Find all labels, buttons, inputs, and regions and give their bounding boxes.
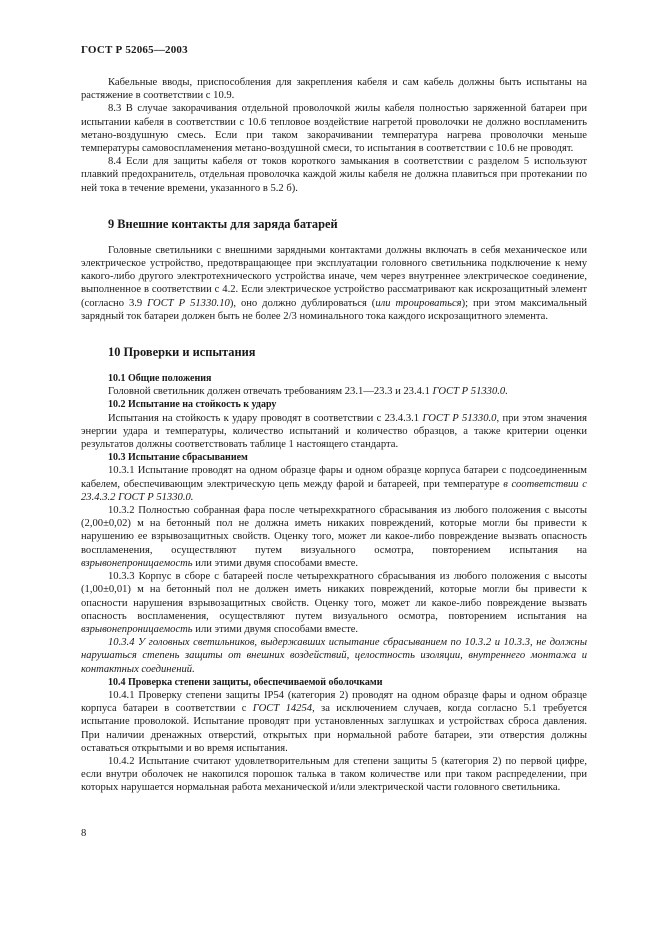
paragraph-8-4: 8.4 Если для защиты кабеля от токов короткого замыкания в соответствии с разделом 5 используют плавкий предохранитель, отдельная проволочка каждой жилы кабеля не должна плавиться при протекании по ней тока в течение времени, указанного в 5.2 б). xyxy=(81,156,587,194)
subsection-10-4-heading: 10.4 Проверка степени защиты, обеспечиваемой оболочками xyxy=(108,676,383,688)
paragraph-10-3-2: 10.3.2 Полностью собранная фара после четырехкратного сбрасывания из любого положения с высоты (2,00±0,02) м на бетонный пол не должна иметь никаких повреждений, которые могли бы привести к нарушению ее взрывозащитных свойств. Оценку того, может ли какое-либо повреждение вызвать опасность воспламенения, осуществляют путем визуального осмотра, повторением испытания на взрывонепроницаемость или этими двумя способами вместе. xyxy=(81,505,587,569)
section-9-heading: 9 Внешние контакты для заряда батарей xyxy=(108,216,338,231)
paragraph-cable-entries: Кабельные вводы, приспособления для закрепления кабеля и сам кабель должны быть испытаны на растяжение в соответствии с 10.9. xyxy=(81,77,587,102)
paragraph-section-9: Головные светильники с внешними зарядными контактами должны включать в себя механическое или электрическое устройство, предотвращающее при эксплуатации головного светильника подключение к нему какого-либо другого электротехнического устройства иначе, чем через внутреннее электрическое соединение, выполненное в соответствии с 4.2. Если электрическое устройство рассматривают как искрозащитный элемент (согласно 3.9 ГОСТ Р 51330.10), оно должно дублироваться (или троироваться); при этом максимальный зарядный ток батареи должен быть не более 2/3 номинального тока каждого искрозащитного элемента. xyxy=(81,244,588,322)
subsection-10-1-heading: 10.1 Общие положения xyxy=(108,373,212,385)
subsection-10-3-heading: 10.3 Испытание сбрасыванием xyxy=(108,452,248,464)
paragraph-10-3-3: 10.3.3 Корпус в сборе с батареей после четырехкратного сбрасывания из любого положения с высоты (1,00±0,01) м на бетонный пол не должен иметь никаких повреждений, которые могли бы привести к опасности нарушения взрывозащитных свойств. Оценку того, может ли какое-либо повреждение вызвать опасность воспламенения, осуществляют путем визуального осмотра, повторением испытания на взрывонепроницаемость или этими двумя способами вместе. xyxy=(81,571,587,635)
paragraph-10-3-4: 10.3.4 У головных светильников, выдержавших испытание сбрасыванием по 10.3.2 и 10.3.3, не должны нарушаться степень защиты от внешних воздействий, целостность изоляции, внутреннего монтажа и контактных соединений. xyxy=(81,637,587,675)
paragraph-10-4-1: 10.4.1 Проверку степени защиты IP54 (категория 2) проводят на одном образце фары и одном образце корпуса батареи в соответствии с ГОСТ 14254, за исключением случаев, когда согласно 5.1 требуется испытание проволокой. Испытание проводят при установленных заглушках и устройствах сброса давления. При наличии дренажных отверстий, открытых при нормальной работе батареи, эти отверстия должны оставаться открытыми и во время испытания. xyxy=(81,689,587,754)
paragraph-10-4-2: 10.4.2 Испытание считают удовлетворительным для степени защиты 5 (категория 2) по первой цифре, если внутри оболочек не накопился порошок талька в таком количестве или при таком распределении, при которых нарушается нормальная работа механической и/или электрической части головного светильника. xyxy=(81,755,587,794)
paragraph-10-3-1: 10.3.1 Испытание проводят на одном образце фары и одном образце корпуса батареи с подсоединенным кабелем, обеспечивающим электрическую цепь между фарой и батареей, при температуре в соответствии с 23.4.3.2 ГОСТ Р 51330.0. xyxy=(81,465,587,503)
subsection-10-2-heading: 10.2 Испытание на стойкость к удару xyxy=(108,399,277,411)
paragraph-8-3: 8.3 В случае закорачивания отдельной проволочкой жилы кабеля полностью заряженной батареи при испытании кабеля в соответствии с 10.6 тепловое воздействие нагретой проволочки не должно воспламенить метано-воздушную смесь. Если при таком закорачивании температура нагрева проволочки меньше температуры самовоспламенения метано-воздушной смеси, то испытания в соответствии с 10.6 не проводят. xyxy=(81,103,587,155)
section-10-heading: 10 Проверки и испытания xyxy=(108,345,256,360)
page-number: 8 xyxy=(81,828,87,839)
document-header: ГОСТ Р 52065—2003 xyxy=(81,44,188,56)
document-body xyxy=(81,76,587,795)
paragraph-10-1: Головной светильник должен отвечать требованиям 23.1—23.3 и 23.4.1 ГОСТ Р 51330.0. xyxy=(108,386,508,398)
paragraph-10-2: Испытания на стойкость к удару проводят в соответствии с 23.4.3.1 ГОСТ Р 51330.0, при этом значения энергии удара и температуры, количество испытаний и количество образцов, а также критерии оценки результатов должны соответствовать таблице 1 настоящего стандарта. xyxy=(81,412,587,451)
